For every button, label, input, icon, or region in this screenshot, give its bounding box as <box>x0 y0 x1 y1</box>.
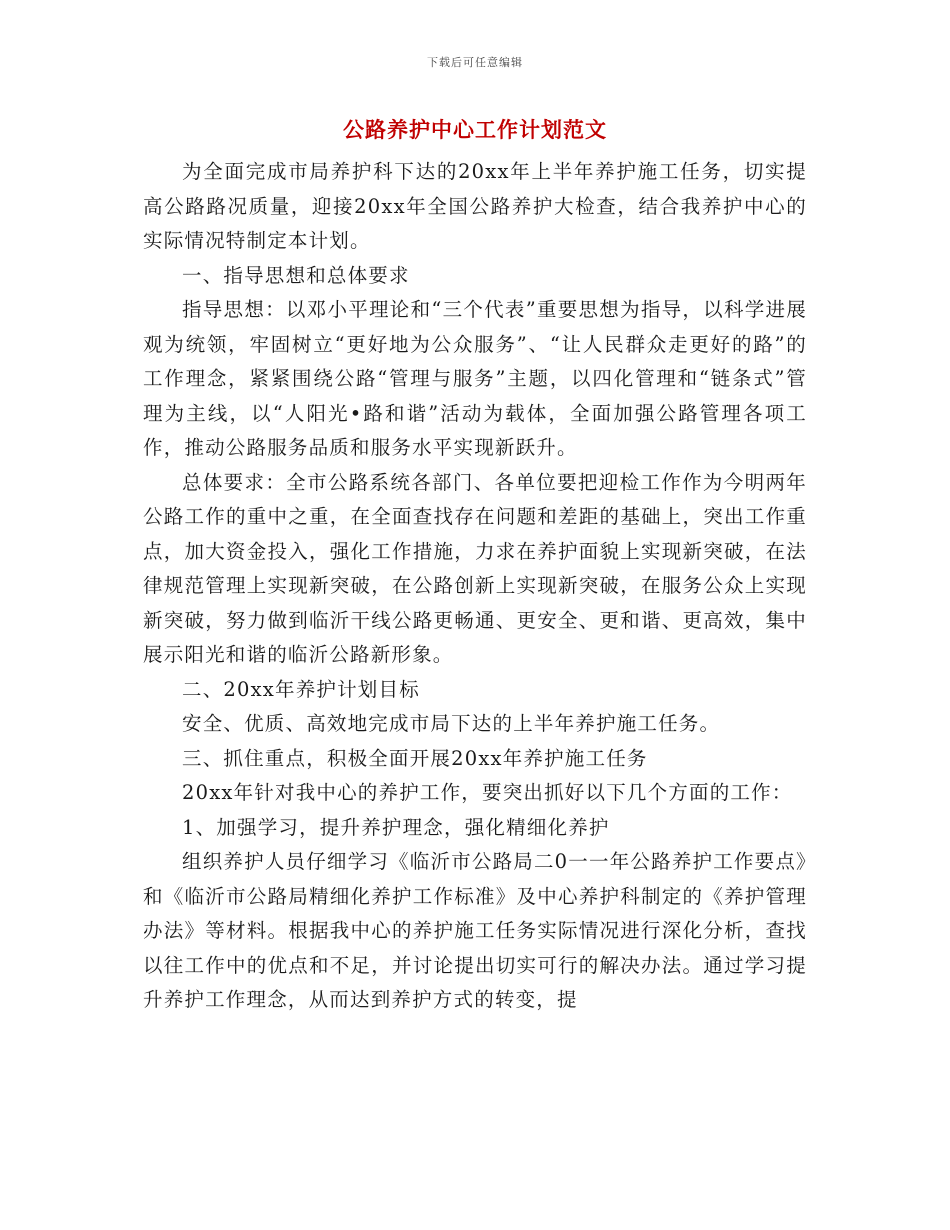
paragraph: 指导思想：以邓小平理论和“三个代表”重要思想为指导，以科学进展观为统领，牢固树立“更好地为公众服务”、“让人民群众走更好的路”的工作理念，紧紧围绕公路“管理与服务”主题，以四化管理和“链条式”管理为主线，以“人阳光•路和谐”活动为载体，全面加强公路管理各项工作，推动公路服务品质和服务水平实现新跃升。 <box>143 298 807 459</box>
paragraph: 为全面完成市局养护科下达的20xx年上半年养护施工任务，切实提高公路路况质量，迎接20xx年全国公路养护大检查，结合我养护中心的实际情况特制定本计划。 <box>143 160 807 252</box>
document-title: 公路养护中心工作计划范文 <box>343 117 607 142</box>
header-note: 下载后可任意编辑 <box>427 56 523 69</box>
paragraph: 组织养护人员仔细学习《临沂市公路局二0一一年公路养护工作要点》和《临沂市公路局精细化养护工作标准》及中心养护科制定的《养护管理办法》等材料。根据我中心的养护施工任务实际情况进行深化分析，查找以往工作中的优点和不足，并讨论提出切实可行的解决办法。通过学习提升养护工作理念，从而达到养护方式的转变，提 <box>143 850 807 1011</box>
document-body <box>143 155 807 1018</box>
paragraph: 20xx年针对我中心的养护工作，要突出抓好以下几个方面的工作： <box>182 781 793 804</box>
paragraph: 总体要求：全市公路系统各部门、各单位要把迎检工作作为今明两年公路工作的重中之重，在全面查找存在问题和差距的基础上，突出工作重点，加大资金投入，强化工作措施，力求在养护面貌上实现新突破，在法律规范管理上实现新突破，在公路创新上实现新突破，在服务公众上实现新突破，努力做到临沂干线公路更畅通、更安全、更和谐、更高效，集中展示阳光和谐的临沂公路新形象。 <box>143 470 807 666</box>
section-heading: 一、指导思想和总体要求 <box>182 263 410 287</box>
section-heading: 二、20xx年养护计划目标 <box>182 677 420 701</box>
section-heading: 三、抓住重点，积极全面开展20xx年养护施工任务 <box>182 746 648 770</box>
paragraph: 安全、优质、高效地完成市局下达的上半年养护施工任务。 <box>182 712 721 735</box>
subsection-heading: 1、加强学习，提升养护理念，强化精细化养护 <box>182 815 610 839</box>
